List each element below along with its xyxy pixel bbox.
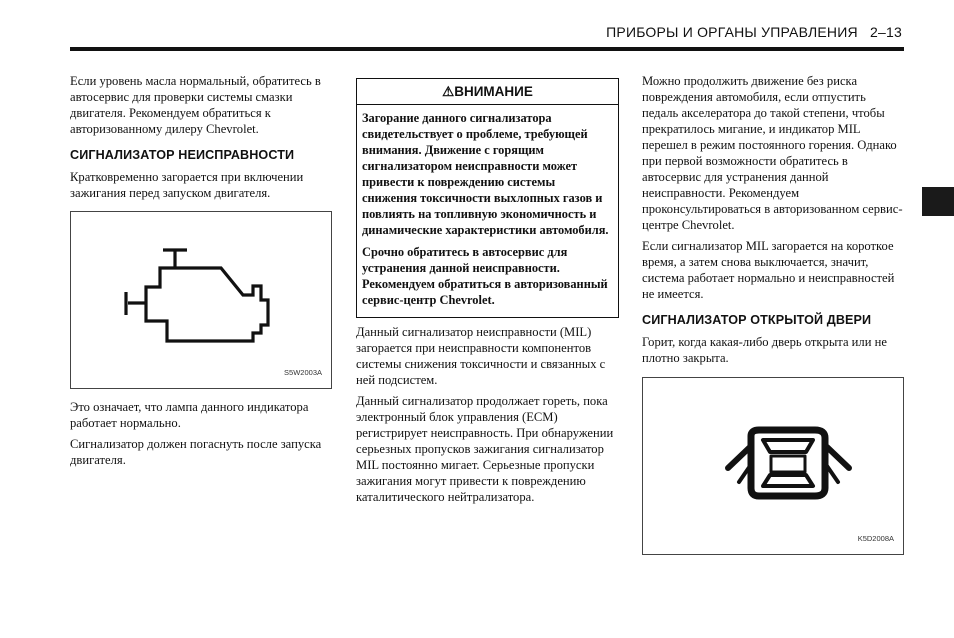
column-right — [642, 73, 904, 555]
door-ajar-icon — [643, 378, 903, 554]
mil-text-1: Кратковременно загорается при включении зажигания перед запуском двигателя. — [70, 170, 304, 200]
door-figure — [642, 377, 904, 555]
check-engine-icon — [71, 212, 331, 388]
warning-body — [357, 105, 618, 317]
engine-figure — [70, 211, 332, 389]
mil-heading: СИГНАЛИЗАТОР НЕИСПРАВНОСТИ — [70, 148, 295, 162]
mil-text-2: Это означает, что лампа данного индикатора работает нормально. — [70, 400, 309, 430]
figure-code: K5D2008A — [857, 534, 894, 543]
header-rule — [70, 47, 904, 51]
mil-detail-text-1: Данный сигнализатор неисправности (MIL) загорается при неисправности компонентов системы снижения токсичности и связанных с ней подсистем. — [356, 325, 606, 387]
mil-short-text: Если сигнализатор MIL загорается на короткое время, а затем снова выключается, значит, система работает нормально и неисправностей не имеется. — [642, 239, 895, 301]
mil-detail-text-2: Данный сигнализатор продолжает гореть, пока электронный блок управления (ECM) регистрирует неисправность. При обнаружении серьезных пропусков зажигания сигнализатор MIL постоянно мигает. Серьезные пропуски зажигания могут привести к повреждению каталитического нейтрализатора. — [356, 394, 614, 504]
figure-code: S5W2003A — [284, 368, 322, 377]
mil-details — [356, 324, 619, 505]
column-middle — [356, 73, 619, 510]
warning-header: ⚠ВНИМАНИЕ — [357, 79, 618, 105]
oil-intro-text: Если уровень масла нормальный, обратитесь в автосервис для проверки системы смазки двигателя. Рекомендуем обратиться к авторизованному дилеру Chevrolet. — [70, 74, 321, 136]
header-title: ПРИБОРЫ И ОРГАНЫ УПРАВЛЕНИЯ 2–13 — [606, 24, 902, 40]
driving-text: Можно продолжить движение без риска повреждения автомобиля, если отпустить педаль акселератора до такой степени, чтобы прекратилось мигание, и индикатор MIL перешел в режим постоянного горения. Однако при первой возможности обратитесь в автосервис для устранения данной неисправности. Рекомендуем проконсультироваться в авторизованном сервис-центре Chevrolet. — [642, 74, 903, 232]
door-ajar-text: Горит, когда какая-либо дверь открыта или не плотно закрыта. — [642, 335, 887, 365]
warning-box — [356, 78, 619, 318]
chapter-tab — [922, 187, 954, 216]
mil-text-3: Сигнализатор должен погаснуть после запуска двигателя. — [70, 437, 322, 467]
warning-text-1: Загорание данного сигнализатора свидетельствует о проблеме, требующей внимания. Движение с горящим сигнализатором неисправности может привести к повреждению системы снижения токсичности выхлопных газов и повлиять на топливную экономичность и динамические характеристики автомобиля. — [362, 111, 609, 237]
column-left — [70, 73, 332, 473]
warning-text-2: Срочно обратитесь в автосервис для устранения данной неисправности. Рекомендуем обратиться в авторизованный сервис-центр Chevrolet. — [362, 245, 608, 307]
door-ajar-heading: СИГНАЛИЗАТОР ОТКРЫТОЙ ДВЕРИ — [642, 313, 872, 327]
